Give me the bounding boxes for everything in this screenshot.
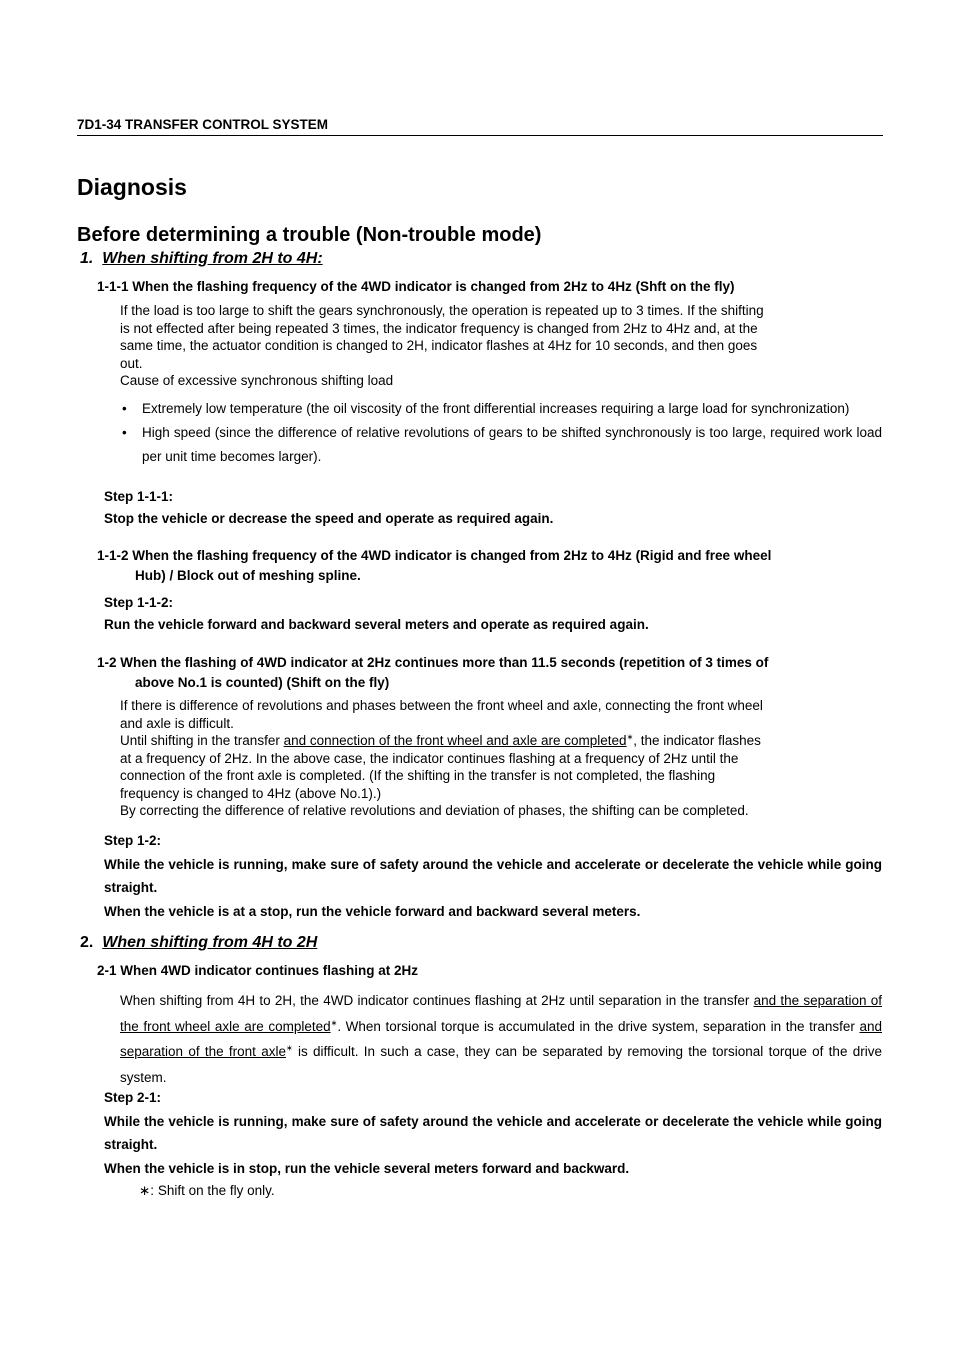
- subsection-1-1-2-heading: [97, 546, 883, 586]
- asterisk-mark: ∗: [330, 1018, 338, 1027]
- step-text: When the vehicle is in stop, run the vehicle several meters forward and backward.: [104, 1160, 630, 1176]
- subsection-1-2-text: [120, 697, 882, 820]
- step-text: Run the vehicle forward and backward several meters and operate as required again.: [104, 617, 649, 632]
- heading-line: above No.1 is counted) (Shift on the fly): [135, 675, 390, 690]
- section-1-title: When shifting from 2H to 4H:: [102, 250, 323, 267]
- step-label: Step 1-1-2:: [104, 595, 174, 610]
- step-1-1-2: [104, 592, 882, 636]
- section-subtitle: Before determining a trouble (Non-trouble mode): [77, 224, 542, 246]
- subsection-2-1-heading: 2-1 When 4WD indicator continues flashing at 2Hz: [97, 963, 419, 978]
- step-text: Stop the vehicle or decrease the speed and operate as required again.: [104, 511, 554, 526]
- section-2-title: When shifting from 4H to 2H: [102, 934, 318, 951]
- bullet-icon: •: [122, 401, 127, 416]
- page-header: 7D1-34 TRANSFER CONTROL SYSTEM: [77, 117, 883, 136]
- text-line: frequency is changed to 4Hz (above No.1).): [120, 785, 382, 801]
- text-fragment: is difficult. In such a case, they can be separated by removing the torsional torque of the drive system.: [120, 1044, 882, 1085]
- underlined-phrase: and connection of the front wheel and axle are completed: [283, 733, 627, 748]
- section-1-heading: [80, 250, 323, 268]
- asterisk-mark: ∗: [626, 732, 634, 742]
- section-2-heading: [80, 934, 317, 952]
- text-line: Cause of excessive synchronous shifting load: [120, 373, 394, 388]
- footnote: ∗: Shift on the fly only.: [139, 1183, 275, 1198]
- text-fragment: When shifting from 4H to 2H, the 4WD indicator continues flashing at 2Hz until separation in the transfer: [120, 993, 754, 1008]
- text-line: By correcting the difference of relative revolutions and deviation of phases, the shifting can be completed.: [120, 803, 749, 818]
- list-item-text: Extremely low temperature (the oil viscosity of the front differential increases requiring a large load for synchronization): [142, 401, 850, 416]
- asterisk-mark: ∗: [285, 1043, 293, 1053]
- subsection-2-1-text: [120, 988, 882, 1090]
- step-text: When the vehicle is at a stop, run the vehicle forward and backward several meters.: [104, 903, 641, 919]
- text-line: is not effected after being repeated 3 times, the indicator frequency is changed from 2Hz to 4Hz and, at the: [120, 320, 758, 336]
- step-label: Step 2-1:: [104, 1090, 162, 1105]
- cause-list: [120, 397, 882, 469]
- step-1-1-1: [104, 486, 882, 530]
- underlined-phrase: and separation of the front axle: [120, 1018, 882, 1059]
- list-item: [120, 397, 882, 421]
- heading-line: 1-2 When the flashing of 4WD indicator at 2Hz continues more than 11.5 seconds (repetition of 3 times of: [97, 655, 769, 670]
- heading-line: Hub) / Block out of meshing spline.: [135, 568, 361, 583]
- text-line: If the load is too large to shift the gears synchronously, the operation is repeated up to 3 times. If the shifting: [120, 303, 764, 318]
- text-line: [120, 732, 882, 750]
- text-line: same time, the actuator condition is changed to 2H, indicator flashes at 4Hz for 10 seconds, and then goes: [120, 338, 758, 353]
- bullet-icon: •: [122, 425, 127, 440]
- step-text: While the vehicle is running, make sure of safety around the vehicle and accelerate or decelerate the vehicle while going straight.: [104, 1113, 882, 1152]
- text-line: out.: [120, 355, 143, 371]
- section-2-number: 2.: [80, 934, 94, 951]
- section-1-number: 1.: [80, 250, 94, 267]
- heading-line: 1-1-2 When the flashing frequency of the 4WD indicator is changed from 2Hz to 4Hz (Rigid and free wheel: [97, 548, 772, 563]
- step-label: Step 1-2:: [104, 833, 162, 848]
- subsection-1-2-heading: [97, 653, 883, 693]
- list-item: [120, 421, 882, 469]
- page-title: Diagnosis: [77, 174, 187, 200]
- text-fragment: , the indicator flashes: [633, 733, 761, 748]
- subsection-1-1-1-heading: 1-1-1 When the flashing frequency of the 4WD indicator is changed from 2Hz to 4Hz (Shft on the fly): [97, 279, 735, 294]
- text-fragment: Until shifting in the transfer: [120, 733, 284, 748]
- text-line: If there is difference of revolutions and phases between the front wheel and axle, connecting the front wheel: [120, 698, 763, 713]
- underlined-phrase: and the separation of the front wheel axle are completed: [120, 993, 882, 1034]
- text-line: and axle is difficult.: [120, 715, 234, 731]
- step-1-2: [104, 829, 882, 923]
- text-fragment: . When torsional torque is accumulated in the drive system, separation in the transfer: [337, 1018, 860, 1034]
- step-2-1: [104, 1086, 882, 1180]
- subsection-1-1-1-text: [120, 302, 882, 390]
- text-line: connection of the front axle is completed. (If the shifting in the transfer is not completed, the flashing: [120, 768, 716, 783]
- text-line: at a frequency of 2Hz. In the above case, the indicator continues flashing at a frequency of 2Hz until the: [120, 750, 739, 766]
- list-item-text: High speed (since the difference of relative revolutions of gears to be shifted synchronously is too large, required work load per unit time becomes larger).: [142, 425, 882, 464]
- step-label: Step 1-1-1:: [104, 489, 174, 504]
- step-text: While the vehicle is running, make sure of safety around the vehicle and accelerate or decelerate the vehicle while going straight.: [104, 856, 882, 895]
